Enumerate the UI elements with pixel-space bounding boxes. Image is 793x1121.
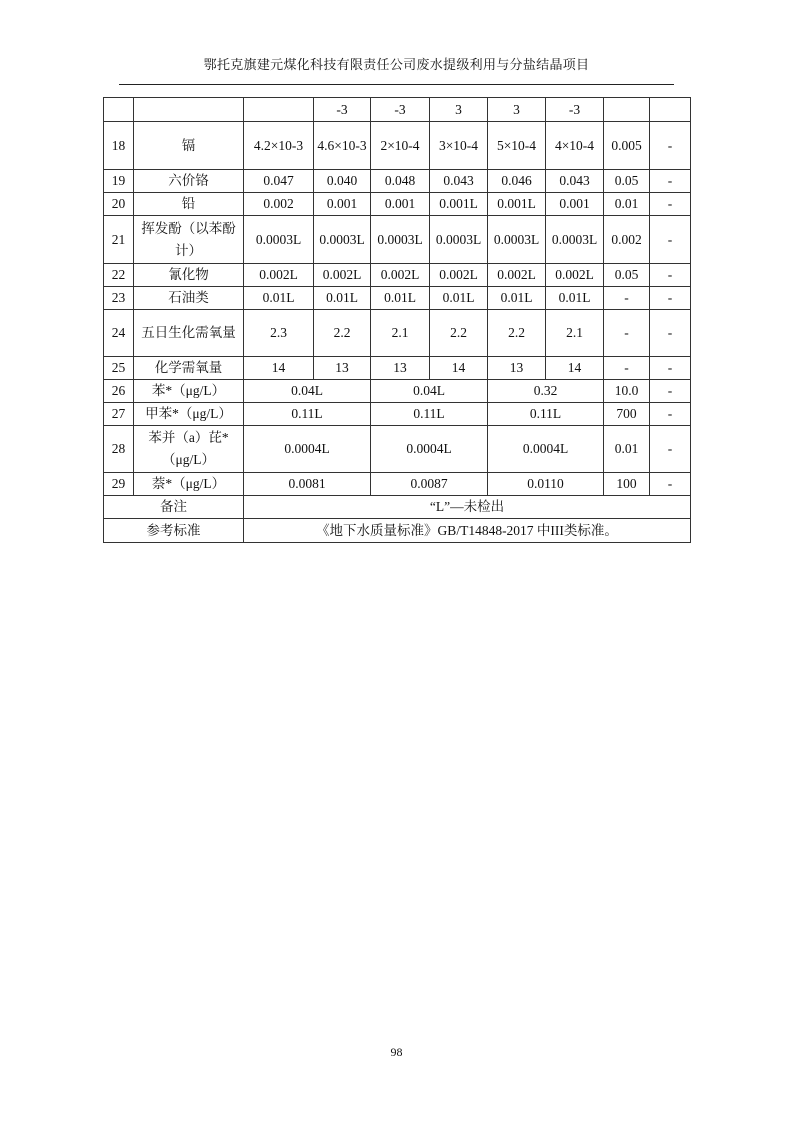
row-number: 28: [104, 426, 134, 473]
sample-value: 0.002L: [546, 264, 604, 287]
sample-value: 2.1: [546, 310, 604, 357]
sample-value: 2.3: [244, 310, 314, 357]
parameter-name: 氰化物: [134, 264, 244, 287]
parameter-name: 六价铬: [134, 170, 244, 193]
sample-value: 4×10-4: [546, 122, 604, 170]
sample-value: 0.043: [546, 170, 604, 193]
row-number: 25: [104, 357, 134, 380]
sample-value: 0.002L: [371, 264, 430, 287]
reference-label: 参考标准: [104, 519, 244, 543]
sample-value: 13: [371, 357, 430, 380]
table-row: [104, 473, 691, 496]
sample-value: 14: [546, 357, 604, 380]
index-value: -: [650, 170, 691, 193]
table-cell: -3: [546, 98, 604, 122]
sample-value: 5×10-4: [488, 122, 546, 170]
parameter-name: 萘*（μg/L）: [134, 473, 244, 496]
sample-value: 0.046: [488, 170, 546, 193]
table-row: [104, 357, 691, 380]
group-value: 0.04L: [244, 380, 371, 403]
parameter-name: 化学需氧量: [134, 357, 244, 380]
group-value: 0.11L: [244, 403, 371, 426]
table-cell: 3: [488, 98, 546, 122]
sample-value: 2.2: [430, 310, 488, 357]
group-value: 0.0081: [244, 473, 371, 496]
index-value: -: [650, 310, 691, 357]
row-number: 18: [104, 122, 134, 170]
sample-value: 0.001: [314, 193, 371, 216]
table-cell: 3: [430, 98, 488, 122]
header-rule: [119, 84, 674, 85]
sample-value: 14: [430, 357, 488, 380]
sample-value: 0.01L: [488, 287, 546, 310]
sample-value: 2.2: [314, 310, 371, 357]
table-row: [104, 193, 691, 216]
sample-value: 0.01L: [314, 287, 371, 310]
parameter-name: 甲苯*（μg/L）: [134, 403, 244, 426]
group-value: 0.0004L: [488, 426, 604, 473]
sample-value: 2.1: [371, 310, 430, 357]
index-value: -: [650, 264, 691, 287]
index-value: -: [650, 193, 691, 216]
water-quality-table: [103, 97, 691, 543]
group-value: 0.0004L: [244, 426, 371, 473]
sample-value: 0.0003L: [488, 216, 546, 264]
group-value: 0.32: [488, 380, 604, 403]
row-number: 24: [104, 310, 134, 357]
standard-value: 700: [604, 403, 650, 426]
table-cell: [244, 98, 314, 122]
group-value: 0.0087: [371, 473, 488, 496]
table-cell: -3: [314, 98, 371, 122]
row-number: 23: [104, 287, 134, 310]
sample-value: 2×10-4: [371, 122, 430, 170]
table-cell: -3: [371, 98, 430, 122]
standard-value: 100: [604, 473, 650, 496]
sample-value: 0.002L: [314, 264, 371, 287]
sample-value: 0.002: [244, 193, 314, 216]
sample-value: 0.002L: [488, 264, 546, 287]
sample-value: 4.6×10-3: [314, 122, 371, 170]
sample-value: 0.01L: [546, 287, 604, 310]
sample-value: 0.0003L: [371, 216, 430, 264]
table-cell: [650, 98, 691, 122]
sample-value: 0.043: [430, 170, 488, 193]
index-value: -: [650, 287, 691, 310]
table-row: [104, 403, 691, 426]
table-cell: [604, 98, 650, 122]
sample-value: 0.048: [371, 170, 430, 193]
row-number: 22: [104, 264, 134, 287]
table-body: [104, 98, 691, 543]
continuation-row: [104, 98, 691, 122]
parameter-name: 苯*（μg/L）: [134, 380, 244, 403]
sample-value: 14: [244, 357, 314, 380]
sample-value: 3×10-4: [430, 122, 488, 170]
sample-value: 13: [488, 357, 546, 380]
parameter-name: 苯并（a）芘*（μg/L）: [134, 426, 244, 473]
sample-value: 0.01L: [430, 287, 488, 310]
table-cell: [134, 98, 244, 122]
index-value: -: [650, 357, 691, 380]
sample-value: 0.001: [546, 193, 604, 216]
row-number: 27: [104, 403, 134, 426]
parameter-name: 石油类: [134, 287, 244, 310]
group-value: 0.11L: [371, 403, 488, 426]
table-row: [104, 310, 691, 357]
sample-value: 0.001L: [488, 193, 546, 216]
sample-value: 0.0003L: [430, 216, 488, 264]
index-value: -: [650, 122, 691, 170]
group-value: 0.0004L: [371, 426, 488, 473]
group-value: 0.04L: [371, 380, 488, 403]
sample-value: 0.002L: [430, 264, 488, 287]
remark-value: “L”—未检出: [244, 496, 691, 519]
group-value: 0.0110: [488, 473, 604, 496]
sample-value: 4.2×10-3: [244, 122, 314, 170]
parameter-name: 五日生化需氧量: [134, 310, 244, 357]
standard-value: 0.01: [604, 426, 650, 473]
table-row: [104, 426, 691, 473]
row-number: 20: [104, 193, 134, 216]
table-cell: [104, 98, 134, 122]
sample-value: 0.040: [314, 170, 371, 193]
sample-value: 0.001L: [430, 193, 488, 216]
index-value: -: [650, 473, 691, 496]
standard-value: 0.05: [604, 170, 650, 193]
table-row: [104, 380, 691, 403]
parameter-name: 铅: [134, 193, 244, 216]
row-number: 21: [104, 216, 134, 264]
index-value: -: [650, 426, 691, 473]
index-value: -: [650, 403, 691, 426]
sample-value: 0.0003L: [244, 216, 314, 264]
table-row: [104, 216, 691, 264]
page-number: 98: [390, 1045, 403, 1059]
standard-value: 10.0: [604, 380, 650, 403]
standard-value: 0.01: [604, 193, 650, 216]
page-header: 鄂托克旗建元煤化科技有限责任公司废水提级利用与分盐结晶项目: [203, 57, 590, 72]
reference-value: 《地下水质量标准》GB/T14848-2017 中III类标准。: [244, 519, 691, 543]
table-row: [104, 287, 691, 310]
table-row: [104, 264, 691, 287]
group-value: 0.11L: [488, 403, 604, 426]
sample-value: 0.001: [371, 193, 430, 216]
table-row: [104, 170, 691, 193]
remark-label: 备注: [104, 496, 244, 519]
sample-value: 0.0003L: [546, 216, 604, 264]
sample-value: 13: [314, 357, 371, 380]
index-value: -: [650, 216, 691, 264]
standard-value: 0.005: [604, 122, 650, 170]
row-number: 29: [104, 473, 134, 496]
standard-value: 0.05: [604, 264, 650, 287]
sample-value: 0.01L: [244, 287, 314, 310]
row-number: 26: [104, 380, 134, 403]
sample-value: 0.01L: [371, 287, 430, 310]
reference-row: [104, 519, 691, 543]
standard-value: 0.002: [604, 216, 650, 264]
row-number: 19: [104, 170, 134, 193]
index-value: -: [650, 380, 691, 403]
sample-value: 2.2: [488, 310, 546, 357]
remark-row: [104, 496, 691, 519]
sample-value: 0.0003L: [314, 216, 371, 264]
sample-value: 0.002L: [244, 264, 314, 287]
sample-value: 0.047: [244, 170, 314, 193]
parameter-name: 挥发酚（以苯酚计）: [134, 216, 244, 264]
standard-value: -: [604, 310, 650, 357]
parameter-name: 镉: [134, 122, 244, 170]
standard-value: -: [604, 357, 650, 380]
standard-value: -: [604, 287, 650, 310]
table-row: [104, 122, 691, 170]
